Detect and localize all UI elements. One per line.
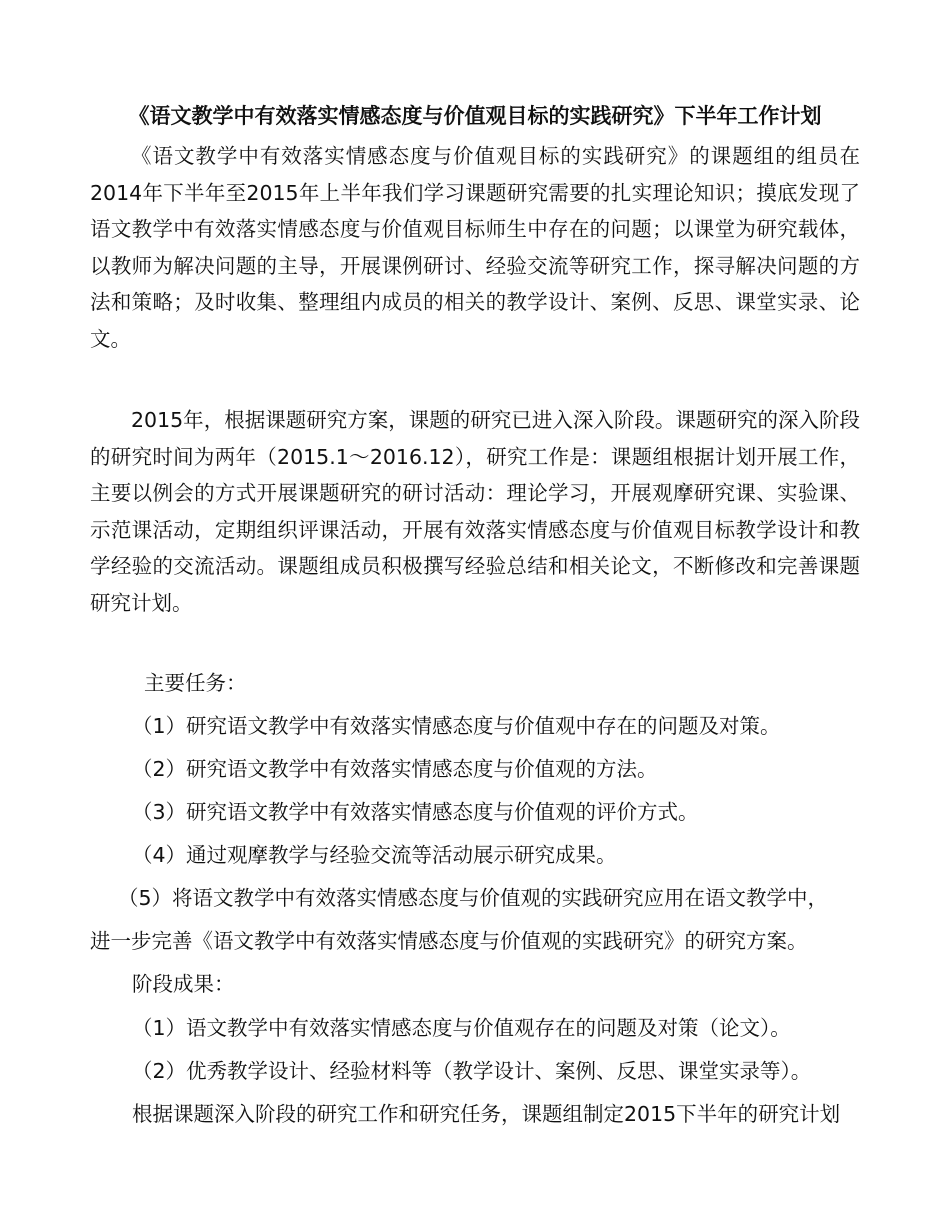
task-item: （1）研究语文教学中有效落实情感态度与价值观中存在的问题及对策。	[132, 714, 781, 738]
task-item: （2）研究语文教学中有效落实情感态度与价值观的方法。	[132, 757, 658, 781]
task-item-5-line-2: 进一步完善《语文教学中有效落实情感态度与价值观的实践研究》的研究方案。	[90, 929, 808, 953]
intro-paragraph: 《语文教学中有效落实情感态度与价值观目标的实践研究》的课题组的组员在2014年下半年至2015年上半年我们学习课题研究需要的扎实理论知识；摸底发现了语文教学中有效落实情感态度与价值观目标师生中存在的问题；以课堂为研究载体，以教师为解决问题的主导，开展课例研讨、经验交流等研究工作，探寻解决问题的方法和策略；及时收集、整理组内成员的相关的教学设计、案例、反思、课堂实录、论文。	[90, 144, 860, 351]
task-item: （4）通过观摩教学与经验交流等活动展示研究成果。	[132, 843, 617, 867]
progress-paragraph: 2015年，根据课题研究方案，课题的研究已进入深入阶段。课题研究的深入阶段的研究时间为两年（2015.1～2016.12），研究工作是：课题组根据计划开展工作，主要以例会的方式开展课题研究的研讨活动：理论学习，开展观摩研究课、实验课、示范课活动，定期组织评课活动，开展有效落实情感态度与价值观目标教学设计和教学经验的交流活动。课题组成员积极撰写经验总结和相关论文，不断修改和完善课题研究计划。	[90, 408, 860, 615]
task-item: （3）研究语文教学中有效落实情感态度与价值观的评价方式。	[132, 800, 699, 824]
document-title: 《语文教学中有效落实情感态度与价值观目标的实践研究》下半年工作计划	[128, 104, 822, 128]
tasks-heading: 主要任务：	[144, 671, 247, 695]
closing-line: 根据课题深入阶段的研究工作和研究任务，课题组制定2015下半年的研究计划	[132, 1102, 841, 1126]
result-item: （2）优秀教学设计、经验材料等（教学设计、案例、反思、课堂实录等）。	[132, 1059, 812, 1083]
task-item-5-line-1: （5）将语文教学中有效落实情感态度与价值观的实践研究应用在语文教学中，	[118, 886, 829, 910]
result-item: （1）语文教学中有效落实情感态度与价值观存在的问题及对策（论文）。	[132, 1016, 791, 1040]
results-heading: 阶段成果：	[132, 972, 235, 996]
